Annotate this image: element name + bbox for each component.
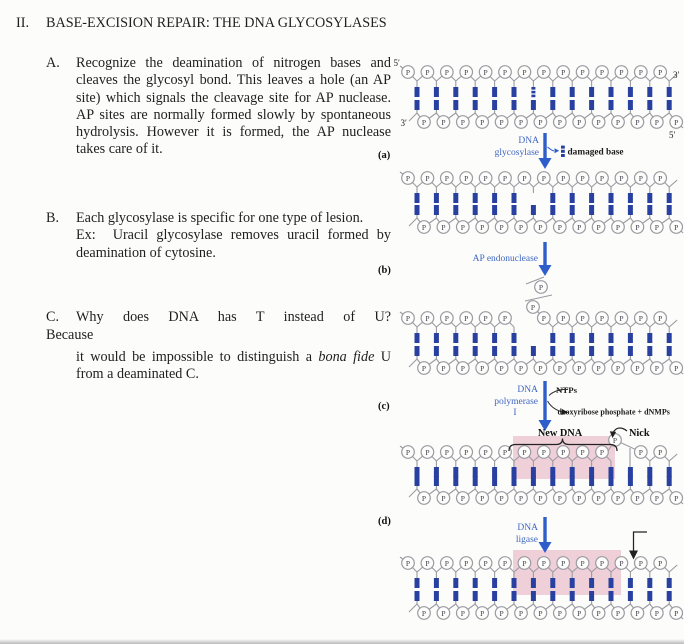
svg-text:P: P [580,67,585,77]
svg-text:P: P [557,222,562,232]
svg-text:P: P [425,173,430,183]
svg-text:P: P [460,363,465,373]
page-edge-shadow [0,639,684,644]
svg-text:P: P [444,67,449,77]
svg-text:P: P [464,313,469,323]
svg-text:P: P [444,558,449,568]
svg-text:P: P [541,313,546,323]
svg-text:P: P [561,558,566,568]
example-text: Uracil glycosylase removes uracil formed by deamination of cytosine. [76,227,391,261]
svg-text:P: P [499,222,504,232]
svg-text:P: P [483,313,488,323]
strand-e-repaired [400,550,683,619]
svg-text:P: P [480,493,485,503]
answer-post: U from a deaminated C. [76,349,391,383]
svg-text:P: P [599,173,605,183]
svg-text:P: P [483,558,488,568]
enzyme3-line1: DNA [517,385,538,395]
svg-text:P: P [638,558,643,568]
svg-text:P: P [577,222,582,232]
nick-label: Nick [629,428,650,439]
damaged-base-icon [561,146,565,157]
svg-text:P: P [615,363,621,373]
svg-text:P: P [502,67,508,77]
enzyme1-line1: DNA [518,136,539,146]
glycosylase-arrow [495,133,624,169]
svg-text:P: P [444,313,449,323]
svg-text:P: P [480,608,485,618]
three-prime-bottom-left: 3′ [400,118,407,128]
svg-text:P: P [557,608,562,618]
svg-text:P: P [561,313,566,323]
svg-text:P: P [425,67,430,77]
byproduct-label: deoxyribose phosphate + dNMPs [557,407,670,417]
damaged-base-label: damaged base [567,147,624,158]
answer-pre: it would be impossible to distinguish a [76,349,319,365]
svg-text:P: P [483,173,488,183]
svg-text:P: P [596,117,601,127]
arrow-head [539,158,552,169]
step-label-a: (a) [378,150,391,161]
svg-text:P: P [483,447,488,457]
ap-endonuclease-arrow [473,242,552,276]
svg-text:P: P [577,493,582,503]
section-title: BASE-EXCISION REPAIR: THE DNA GLYCOSYLASES [46,15,387,31]
step-label-b: (b) [378,265,391,276]
svg-text:P: P [460,222,465,232]
excised-phosphate-group [525,277,552,301]
svg-text:P: P [441,493,446,503]
section-heading [16,15,387,32]
svg-text:P: P [635,363,640,373]
svg-text:P: P [480,222,485,232]
svg-text:P: P [615,608,621,618]
svg-text:P: P [615,493,621,503]
svg-text:P: P [425,313,430,323]
svg-text:P: P [538,117,543,127]
svg-text:P: P [561,447,566,457]
svg-text:P: P [441,222,446,232]
svg-text:P: P [596,222,601,232]
svg-text:P: P [441,363,446,373]
svg-text:P: P [499,493,504,503]
strand-b-ap-site [400,172,683,234]
sealed-nick-arrow [629,532,647,560]
svg-text:P: P [577,608,582,618]
svg-text:P: P [444,173,449,183]
excised-sugar-line-bottom [525,295,552,301]
svg-text:P: P [658,558,663,568]
svg-text:P: P [674,363,679,373]
svg-text:P: P [538,608,543,618]
three-prime-top-right: 3′ [673,70,680,80]
svg-text:P: P [460,608,465,618]
item-c-label: C. [46,309,60,325]
example-label: Ex: [76,227,96,244]
item-c-question: Why does DNA has T instead of U? [76,309,391,325]
svg-text:P: P [658,447,663,457]
svg-text:P: P [635,608,640,618]
enzyme1-line2: glycosylase [494,148,539,158]
svg-text:P: P [464,447,469,457]
svg-text:P: P [502,558,508,568]
pointer-head [555,148,560,153]
svg-text:P: P [518,222,524,232]
item-c-answer [76,349,391,384]
svg-text:P: P [635,117,640,127]
svg-text:P: P [615,117,621,127]
svg-text:P: P [421,608,427,618]
svg-text:P: P [421,493,427,503]
svg-text:P: P [464,173,469,183]
svg-text:P: P [480,117,485,127]
svg-text:P: P [615,222,621,232]
item-a-text: Recognize the deamination of nitrogen bases and cleaves the glycosyl bond. This leaves a hole (an AP site) which signals the cleavage site for AP nuclease. AP sites are normally formed slowly by spontaneous hydrolysis. However it is formed, the AP nuclease takes care of it. [76,55,391,158]
svg-text:P: P [518,493,524,503]
svg-text:P: P [596,608,601,618]
svg-text:P: P [580,173,585,183]
svg-text:P: P [502,173,508,183]
svg-text:P: P [499,117,504,127]
svg-text:P: P [502,447,508,457]
svg-text:P: P [499,363,504,373]
step-label-d: (d) [378,516,391,527]
svg-text:P: P [425,558,430,568]
excised-phosphate-letter: P [538,282,544,292]
svg-text:P: P [619,67,624,77]
section-number: II. [16,15,29,31]
five-prime-top-left: 5′ [393,58,400,68]
svg-text:P: P [635,222,640,232]
item-a-label: A. [46,55,60,71]
svg-text:P: P [425,447,430,457]
svg-text:P: P [596,493,601,503]
svg-text:P: P [518,117,524,127]
svg-text:P: P [577,363,582,373]
enzyme3-line3: I [513,408,517,418]
svg-text:P: P [557,493,562,503]
svg-text:P: P [619,313,624,323]
svg-text:P: P [464,558,469,568]
enzyme3-line2: polymerase [494,397,538,407]
svg-text:P: P [561,173,566,183]
svg-text:P: P [638,67,643,77]
svg-text:P: P [612,435,618,445]
svg-text:P: P [557,117,562,127]
svg-text:P: P [599,313,605,323]
item-b-statement: Each glycosylase is specific for one type of lesion. [76,210,364,226]
svg-text:P: P [421,117,427,127]
svg-text:P: P [541,447,546,457]
ntps-label: NTPs [556,385,578,395]
dna-repair-diagram [375,55,684,644]
svg-text:P: P [421,363,427,373]
svg-text:P: P [674,493,679,503]
svg-text:P: P [654,608,659,618]
svg-text:P: P [638,447,643,457]
arrow-head [539,265,552,276]
svg-text:P: P [654,493,659,503]
strand-a-damaged-base [400,66,683,129]
svg-text:P: P [464,67,469,77]
svg-text:P: P [522,558,527,568]
svg-text:P: P [674,608,679,618]
svg-text:P: P [518,363,524,373]
svg-text:P: P [480,363,485,373]
svg-text:P: P [541,67,546,77]
svg-text:P: P [654,222,659,232]
svg-text:P: P [444,447,449,457]
svg-text:P: P [674,117,679,127]
svg-text:P: P [541,558,546,568]
svg-text:P: P [538,363,543,373]
answer-italic: bona fide [318,349,375,365]
dna-ligase-arrow [516,517,552,553]
svg-text:P: P [538,222,543,232]
enzyme2-label: AP endonuclease [472,254,538,264]
damaged-base-pointer [548,147,555,151]
svg-text:P: P [441,608,446,618]
svg-text:P: P [658,313,663,323]
svg-text:P: P [580,313,585,323]
svg-text:P: P [557,363,562,373]
svg-text:P: P [658,67,663,77]
svg-text:P: P [405,447,411,457]
svg-text:P: P [460,493,465,503]
item-c-because: Because [46,327,94,343]
svg-text:P: P [522,447,527,457]
strand-c-backbone-cut [400,301,683,375]
svg-text:P: P [580,447,585,457]
svg-text:P: P [577,117,582,127]
svg-text:P: P [599,447,605,457]
svg-text:P: P [596,363,601,373]
item-b-text [76,210,391,262]
svg-text:P: P [654,363,659,373]
svg-text:P: P [522,173,527,183]
svg-text:P: P [538,493,543,503]
svg-text:P: P [619,558,624,568]
svg-text:P: P [499,608,504,618]
enzyme4-line2: ligase [515,535,538,545]
svg-text:P: P [599,558,605,568]
dna-polymerase-arrow [494,381,670,431]
svg-text:P: P [441,117,446,127]
enzyme4-line1: DNA [517,523,538,533]
svg-text:P: P [405,558,411,568]
svg-text:P: P [405,67,411,77]
item-b-example [76,227,391,262]
svg-text:P: P [580,558,585,568]
svg-text:P: P [421,222,427,232]
svg-text:P: P [405,313,411,323]
svg-text:P: P [405,173,411,183]
new-dna-label: New DNA [537,428,583,439]
svg-text:P: P [530,302,536,312]
svg-text:P: P [460,117,465,127]
svg-text:P: P [502,313,508,323]
svg-text:P: P [518,608,524,618]
svg-text:P: P [674,222,679,232]
step-label-c: (c) [378,401,390,412]
svg-text:P: P [599,67,605,77]
svg-text:P: P [638,313,643,323]
svg-text:P: P [654,117,659,127]
svg-text:P: P [619,173,624,183]
item-b-label: B. [46,210,60,226]
strand-rows [400,66,683,620]
svg-text:P: P [638,173,643,183]
five-prime-bottom-right: 5′ [669,130,676,140]
svg-text:P: P [522,67,527,77]
svg-text:P: P [561,67,566,77]
svg-text:P: P [541,173,546,183]
svg-text:P: P [658,173,663,183]
svg-text:P: P [483,67,488,77]
svg-text:P: P [635,493,640,503]
